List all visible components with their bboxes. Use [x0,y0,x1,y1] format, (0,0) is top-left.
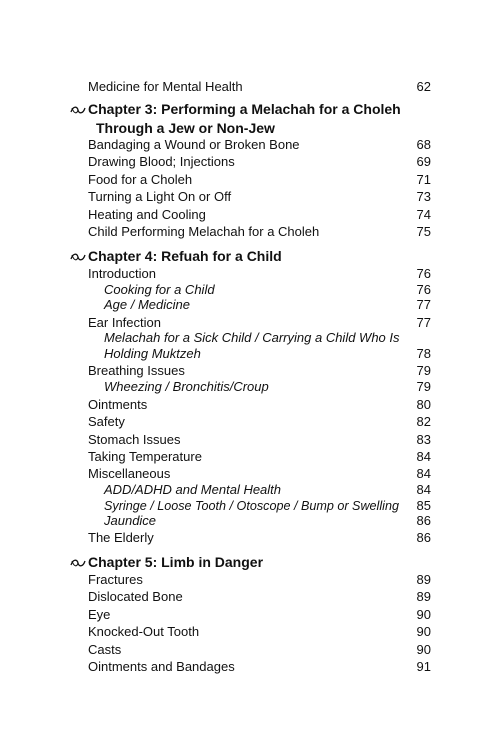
toc-entry [0,658,500,676]
entry-page: 76 [416,266,431,281]
entry-title: Medicine for Mental Health [88,79,243,94]
entry-title: Food for a Choleh [88,172,193,187]
chapter-heading [0,100,500,118]
entry-page: 85 [416,498,431,513]
entry-page: 71 [416,172,431,187]
entry-title: Drawing Blood; Injections [88,154,235,169]
entry-page: 90 [416,642,431,657]
entry-page: 76 [416,282,431,297]
entry-page: 78 [416,346,431,361]
chapter-heading-cont [0,119,500,137]
entry-title: Taking Temperature [88,449,202,464]
entry-title: Ointments [88,397,148,412]
entry-title: Knocked-Out Tooth [88,624,200,639]
toc-entry [0,529,500,547]
entry-title: Stomach Issues [88,432,181,447]
entry-page: 69 [416,154,431,169]
chapter-title: Chapter 3: Performing a Melachah for a Choleh [88,101,401,117]
entry-title-line2: Holding Muktzeh [104,346,201,361]
toc-entry [0,448,500,466]
toc-entry [0,188,500,206]
entry-title: Age / Medicine [104,297,190,312]
entry-page: 83 [416,432,431,447]
entry-page: 75 [416,224,431,239]
toc-entry [0,623,500,641]
entry-title: Melachah for a Sick Child / Carrying a Child Who Is [104,330,400,345]
entry-title: Jaundice [104,513,157,528]
entry-page: 82 [416,414,431,429]
toc-entry [0,641,500,659]
entry-page: 68 [416,137,431,152]
entry-page: 79 [416,379,431,394]
entry-page: 86 [416,530,431,545]
toc-entry [0,396,500,414]
entry-page: 90 [416,607,431,622]
chapter-title: Chapter 5: Limb in Danger [88,554,264,570]
entry-title: Turning a Light On or Off [88,189,232,204]
entry-title: Fractures [88,572,143,587]
entry-page: 84 [416,482,431,497]
toc-entry [0,78,500,96]
entry-title: The Elderly [88,530,154,545]
chapter-heading [0,247,500,265]
entry-title: Ear Infection [88,315,161,330]
toc-entry [0,606,500,624]
entry-title: Breathing Issues [88,363,185,378]
entry-title: Casts [88,642,122,657]
entry-title: Eye [88,607,111,622]
toc-entry [0,136,500,154]
entry-title: Wheezing / Bronchitis/Croup [104,379,269,394]
entry-page: 77 [416,297,431,312]
toc-subentry [0,512,500,530]
entry-title: Safety [88,414,125,429]
entry-title: Ointments and Bandages [88,659,235,674]
entry-title: Child Performing Melachah for a Choleh [88,224,320,239]
toc-subentry-cont [0,345,500,363]
entry-title: Dislocated Bone [88,589,183,604]
entry-title: Introduction [88,266,156,281]
entry-title: Miscellaneous [88,466,171,481]
entry-page: 90 [416,624,431,639]
entry-page: 84 [416,466,431,481]
toc-entry [0,223,500,241]
chapter-title-line2: Through a Jew or Non-Jew [96,120,275,136]
entry-page: 73 [416,189,431,204]
chapter-title: Chapter 4: Refuah for a Child [88,248,282,264]
toc-entry [0,571,500,589]
entry-page: 84 [416,449,431,464]
toc-entry [0,413,500,431]
entry-title: ADD/ADHD and Mental Health [104,482,282,497]
entry-page: 62 [416,79,431,94]
entry-page: 86 [416,513,431,528]
toc-subentry [0,378,500,396]
toc-entry [0,171,500,189]
entry-title: Bandaging a Wound or Broken Bone [88,137,300,152]
entry-title: Cooking for a Child [104,282,215,297]
entry-page: 77 [416,315,431,330]
toc-entry [0,206,500,224]
entry-page: 80 [416,397,431,412]
entry-page: 79 [416,363,431,378]
chapter-heading [0,553,500,571]
entry-page: 91 [416,659,431,674]
entry-page: 89 [416,572,431,587]
toc-subentry [0,296,500,314]
entry-page: 74 [416,207,431,222]
toc-entry [0,588,500,606]
toc-entry [0,153,500,171]
entry-title: Heating and Cooling [88,207,206,222]
entry-title: Syringe / Loose Tooth / Otoscope / Bump or Swelling [104,499,399,513]
entry-page: 89 [416,589,431,604]
toc-entry [0,431,500,449]
